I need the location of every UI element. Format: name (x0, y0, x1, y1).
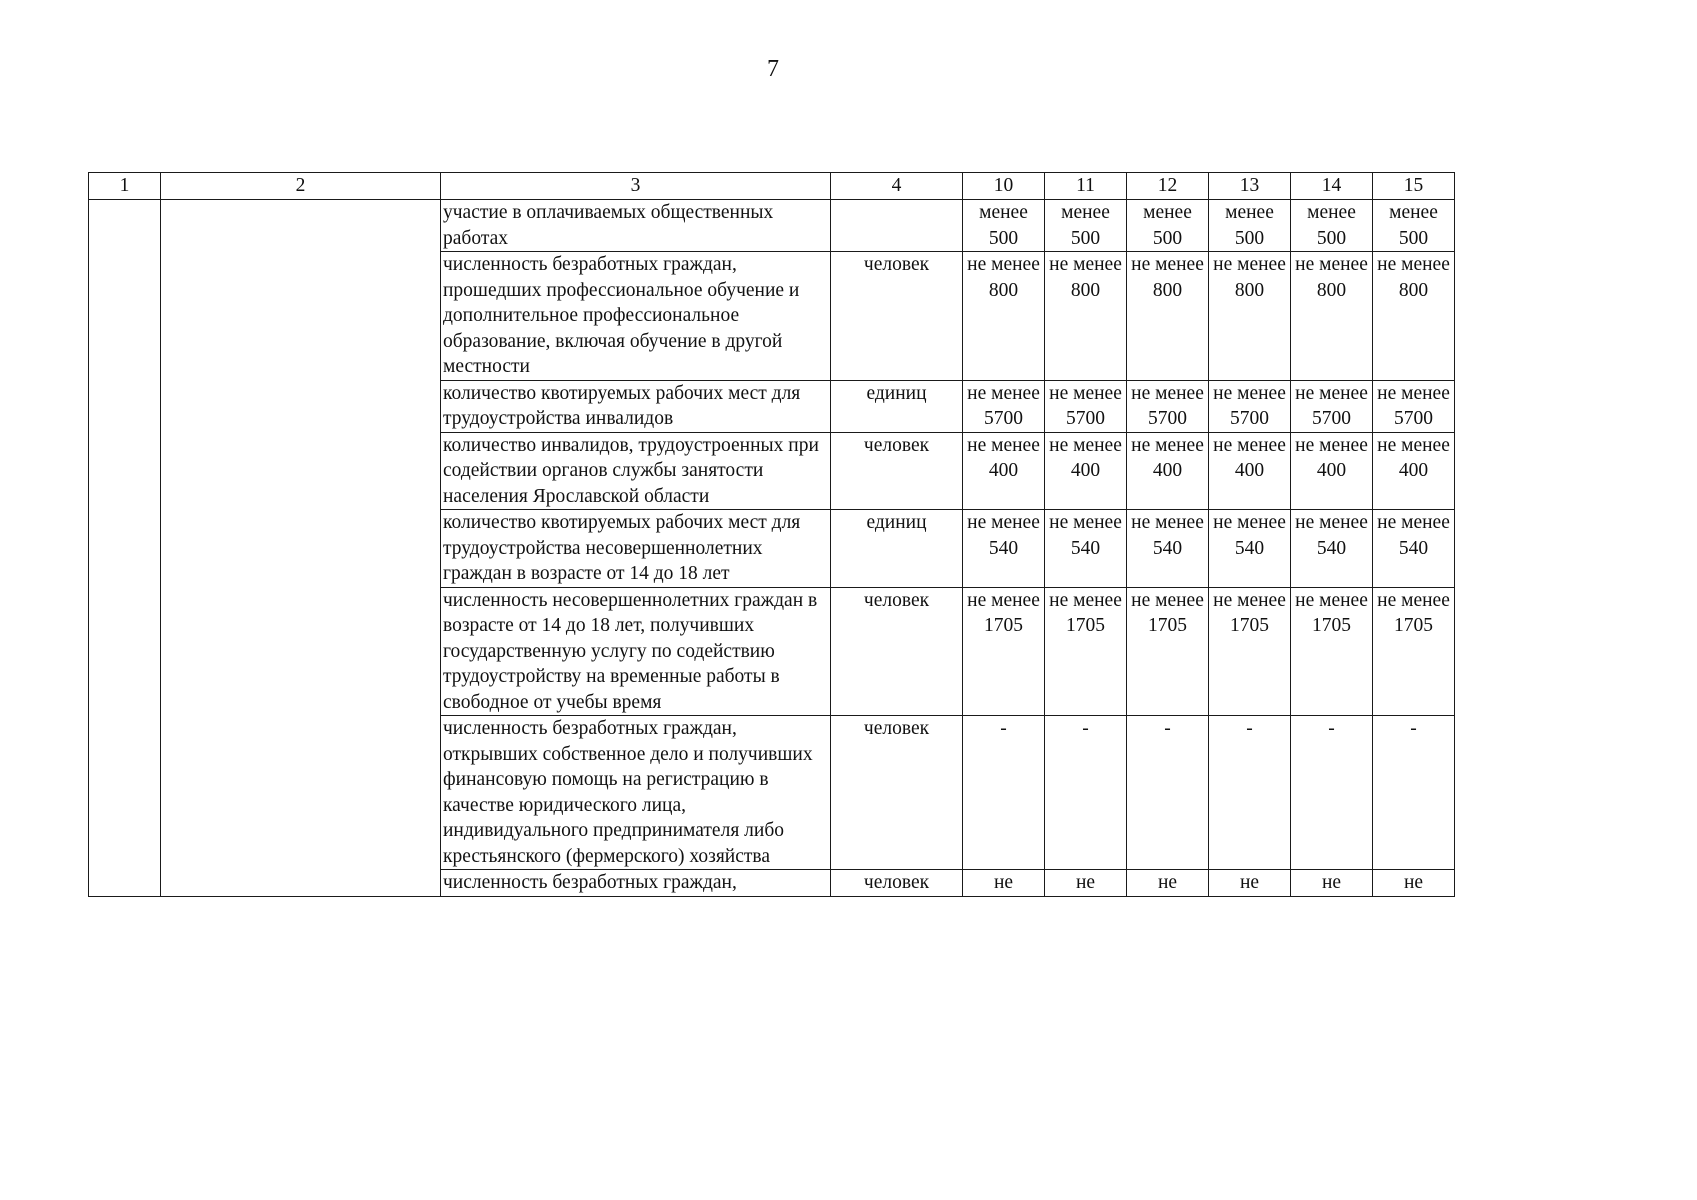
value-cell: не менее 400 (963, 432, 1045, 510)
column-header: 3 (441, 173, 831, 200)
value-cell: - (1209, 716, 1291, 870)
value-cell: менее 500 (1291, 200, 1373, 252)
value-cell: - (1045, 716, 1127, 870)
column-header: 2 (161, 173, 441, 200)
value-cell: не менее 540 (1045, 510, 1127, 588)
indicator-cell: количество квотируемых рабочих мест для трудоустройства инвалидов (441, 380, 831, 432)
value-cell: не (1127, 870, 1209, 897)
unit-cell: единиц (831, 510, 963, 588)
value-cell: не менее 800 (963, 252, 1045, 381)
unit-cell: человек (831, 870, 963, 897)
indicator-cell: численность безработных граждан, (441, 870, 831, 897)
value-cell: не (1045, 870, 1127, 897)
value-cell: не менее 400 (1045, 432, 1127, 510)
page-number: 7 (767, 56, 779, 82)
column-1-cell (89, 200, 161, 897)
table-header-row (89, 173, 1455, 200)
value-cell: не менее 400 (1291, 432, 1373, 510)
value-cell: не менее 1705 (963, 587, 1045, 716)
indicator-cell: численность несовершеннолетних граждан в возрасте от 14 до 18 лет, получивших государственную услугу по содействию трудоустройству на временные работы в свободное от учебы время (441, 587, 831, 716)
indicator-cell: количество инвалидов, трудоустроенных при содействии органов службы занятости населения Ярославской области (441, 432, 831, 510)
unit-cell: человек (831, 432, 963, 510)
table-row (89, 200, 1455, 252)
indicator-cell: участие в оплачиваемых общественных работах (441, 200, 831, 252)
value-cell: не менее 5700 (963, 380, 1045, 432)
value-cell: не менее 1705 (1127, 587, 1209, 716)
value-cell: не менее 800 (1373, 252, 1455, 381)
value-cell: не менее 540 (1209, 510, 1291, 588)
value-cell: менее 500 (1127, 200, 1209, 252)
column-2-cell (161, 200, 441, 897)
value-cell: не менее 400 (1373, 432, 1455, 510)
column-header: 14 (1291, 173, 1373, 200)
column-header: 1 (89, 173, 161, 200)
value-cell: не менее 540 (1373, 510, 1455, 588)
value-cell: - (963, 716, 1045, 870)
value-cell: не менее 5700 (1127, 380, 1209, 432)
value-cell: не (963, 870, 1045, 897)
value-cell: не менее 5700 (1291, 380, 1373, 432)
indicators-table (88, 172, 1455, 897)
value-cell: менее 500 (1373, 200, 1455, 252)
unit-cell (831, 200, 963, 252)
indicator-cell: численность безработных граждан, открывших собственное дело и получивших финансовую помощь на регистрацию в качестве юридического лица, индивидуального предпринимателя либо крестьянского (фермерского) хозяйства (441, 716, 831, 870)
column-header: 10 (963, 173, 1045, 200)
value-cell: не менее 1705 (1373, 587, 1455, 716)
value-cell: не менее 800 (1127, 252, 1209, 381)
column-header: 12 (1127, 173, 1209, 200)
value-cell: не менее 800 (1209, 252, 1291, 381)
value-cell: не менее 1705 (1045, 587, 1127, 716)
value-cell: не менее 1705 (1291, 587, 1373, 716)
value-cell: - (1127, 716, 1209, 870)
value-cell: не менее 1705 (1209, 587, 1291, 716)
value-cell: не менее 800 (1291, 252, 1373, 381)
indicator-cell: количество квотируемых рабочих мест для трудоустройства несовершеннолетних граждан в возрасте от 14 до 18 лет (441, 510, 831, 588)
value-cell: не менее 800 (1045, 252, 1127, 381)
value-cell: не менее 400 (1209, 432, 1291, 510)
value-cell: менее 500 (1209, 200, 1291, 252)
unit-cell: человек (831, 252, 963, 381)
value-cell: не менее 5700 (1209, 380, 1291, 432)
value-cell: - (1291, 716, 1373, 870)
value-cell: не (1291, 870, 1373, 897)
column-header: 13 (1209, 173, 1291, 200)
column-header: 4 (831, 173, 963, 200)
value-cell: не менее 540 (963, 510, 1045, 588)
value-cell: не менее 400 (1127, 432, 1209, 510)
value-cell: не менее 540 (1291, 510, 1373, 588)
value-cell: менее 500 (1045, 200, 1127, 252)
value-cell: не (1373, 870, 1455, 897)
value-cell: не (1209, 870, 1291, 897)
indicator-cell: численность безработных граждан, прошедших профессиональное обучение и дополнительное профессиональное образование, включая обучение в другой местности (441, 252, 831, 381)
value-cell: не менее 5700 (1045, 380, 1127, 432)
column-header: 15 (1373, 173, 1455, 200)
value-cell: - (1373, 716, 1455, 870)
unit-cell: единиц (831, 380, 963, 432)
unit-cell: человек (831, 716, 963, 870)
column-header: 11 (1045, 173, 1127, 200)
value-cell: менее 500 (963, 200, 1045, 252)
unit-cell: человек (831, 587, 963, 716)
value-cell: не менее 540 (1127, 510, 1209, 588)
value-cell: не менее 5700 (1373, 380, 1455, 432)
